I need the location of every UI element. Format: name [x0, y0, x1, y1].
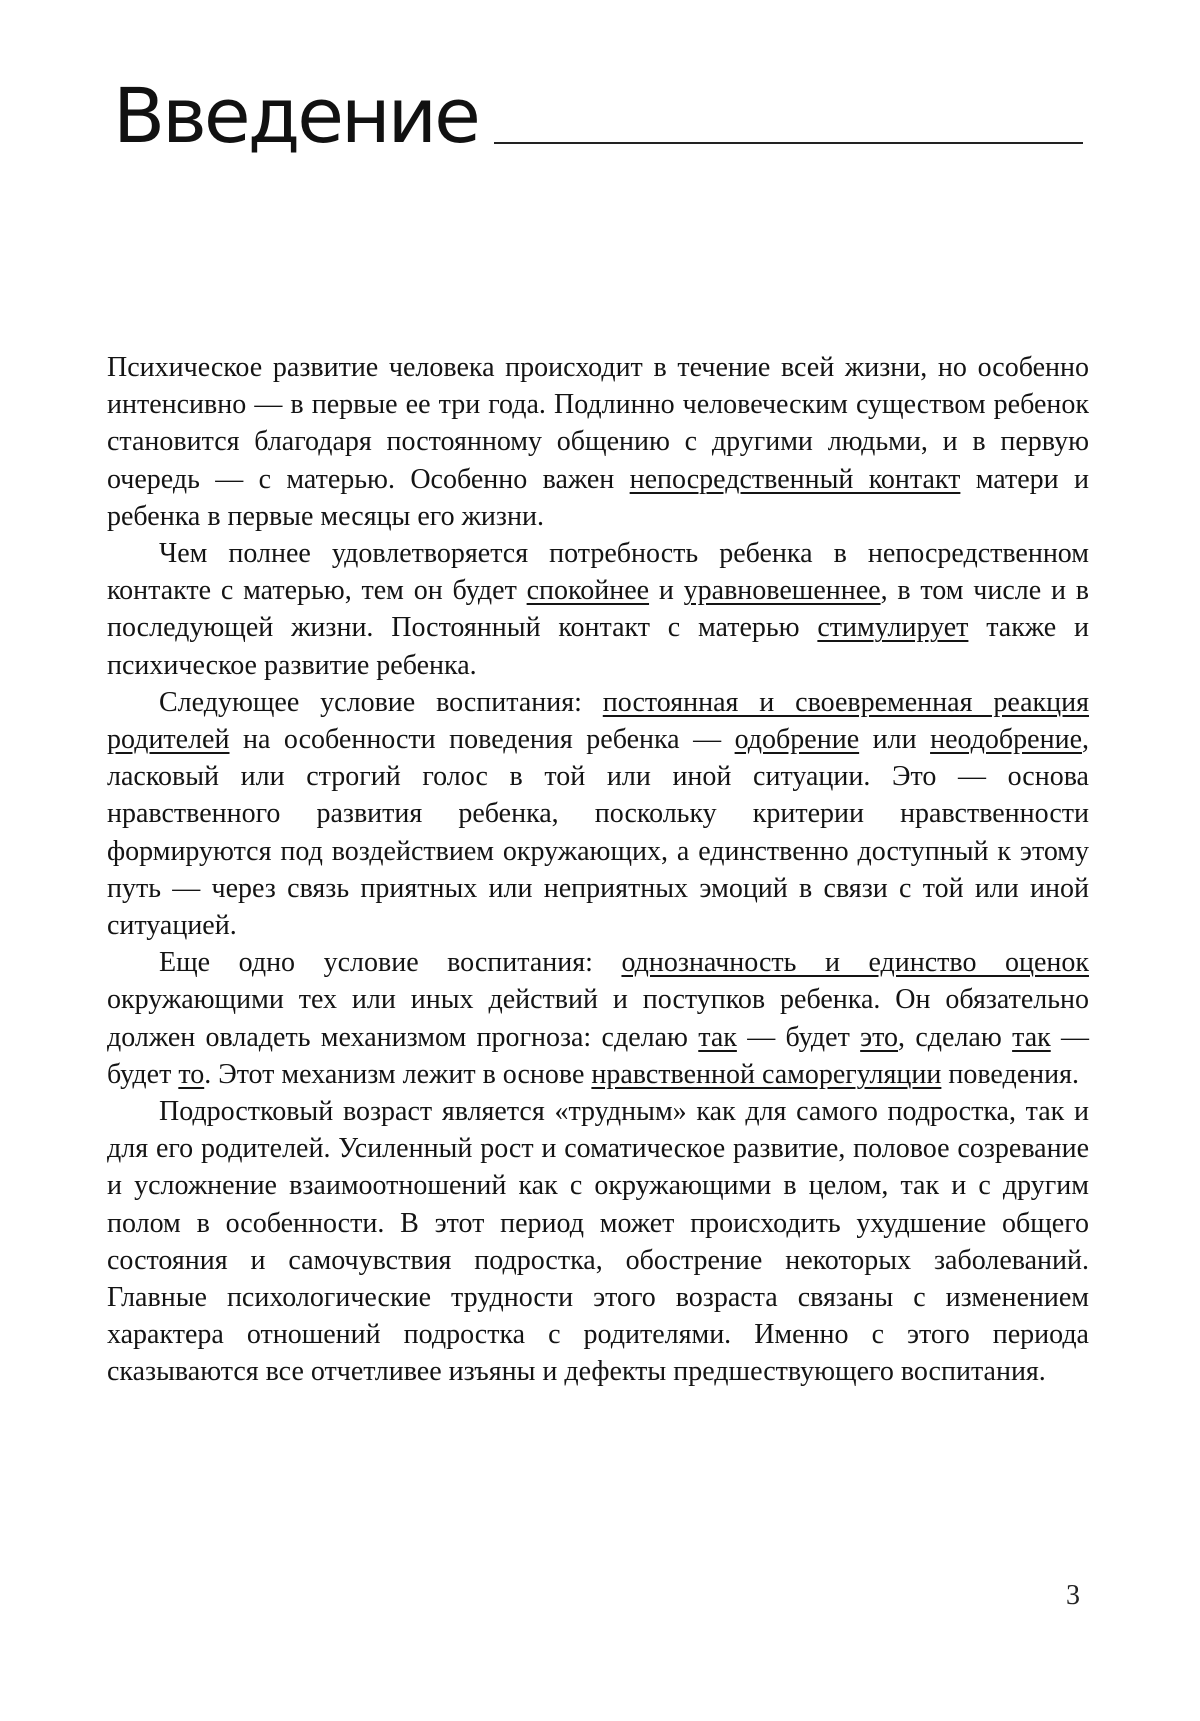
paragraph — [107, 349, 1089, 535]
underlined-term: стимулирует — [817, 612, 968, 643]
underlined-term: так — [698, 1022, 737, 1053]
underlined-term: то — [178, 1059, 204, 1090]
underlined-term: неодобрение — [930, 724, 1082, 755]
text-run: также и психическое развитие ребенка. — [107, 612, 1089, 680]
chapter-heading — [113, 72, 1083, 162]
text-run: матери и ребенка в первые месяцы его жизни. — [107, 464, 1089, 532]
text-run: окружающими тех или иных действий и поступков ребенка. Он обязательно должен овладеть механизмом прогноза: сделаю — [107, 984, 1089, 1052]
text-run: — будет — [737, 1022, 860, 1053]
text-run: . Этот механизм лежит в основе — [204, 1059, 591, 1090]
text-run: , ласковый или строгий голос в той или иной ситуации. Это — основа нравственного развития ребенка, поскольку критерии нравственности формируются под воздействием окружающих, а единственно доступный к этому путь — через связь приятных или неприятных эмоций в связи с той или иной ситуацией. — [107, 724, 1089, 941]
text-run: или — [859, 724, 930, 755]
text-run: Чем полнее удовлетворяется потребность ребенка в непосредственном контакте с матерью, тем он будет — [107, 538, 1089, 606]
text-run: на особенности поведения ребенка — — [229, 724, 734, 755]
underlined-term: однозначность и единство оценок — [621, 947, 1089, 978]
text-run: — будет — [107, 1022, 1089, 1090]
underlined-term: уравновешеннее — [684, 575, 881, 606]
chapter-title: Введение — [113, 78, 478, 162]
underlined-term: спокойнее — [527, 575, 649, 606]
text-run: и — [649, 575, 684, 606]
book-page — [0, 0, 1200, 1721]
paragraph — [107, 1093, 1089, 1391]
text-run: , в том числе и в последующей жизни. Постоянный контакт с матерью — [107, 575, 1089, 643]
title-rule — [494, 142, 1083, 144]
text-run: поведения. — [941, 1059, 1079, 1090]
text-run: Еще одно условие воспитания: — [159, 947, 621, 978]
underlined-term: постоянная и своевременная реакция родителей — [107, 687, 1089, 755]
underlined-term: нравственной саморегуляции — [591, 1059, 941, 1090]
text-run: , сделаю — [898, 1022, 1012, 1053]
body-text — [107, 349, 1089, 1391]
underlined-term: непосредственный контакт — [630, 464, 961, 495]
underlined-term: так — [1012, 1022, 1051, 1053]
text-run: Психическое развитие человека происходит в течение всей жизни, но особенно интенсивно — в первые ее три года. Подлинно человеческим существом ребенок становится благодаря постоянному общению с другими людьми, и в первую очередь — с матерью. Особенно важен — [107, 352, 1089, 495]
underlined-term: одобрение — [735, 724, 860, 755]
text-run: Следующее условие воспитания: — [159, 687, 603, 718]
underlined-term: это — [860, 1022, 898, 1053]
page-number: 3 — [1066, 1580, 1080, 1612]
paragraph — [107, 944, 1089, 1093]
paragraph — [107, 535, 1089, 684]
paragraph — [107, 684, 1089, 944]
text-run: Подростковый возраст является «трудным» как для самого подростка, так и для его родителей. Усиленный рост и соматическое развитие, половое созревание и усложнение взаимоотношений как с окружающими в целом, так и с другим полом в особенности. В этот период может происходить ухудшение общего состояния и самочувствия подростка, обострение некоторых заболеваний. Главные психологические трудности этого возраста связаны с изменением характера отношений подростка с родителями. Именно с этого периода сказываются все отчетливее изъяны и дефекты предшествующего воспитания. — [107, 1096, 1089, 1387]
